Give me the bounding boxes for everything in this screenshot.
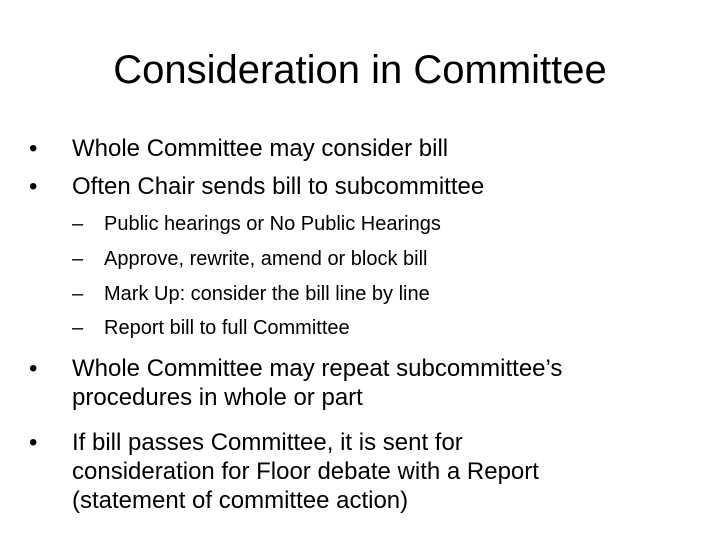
sub-bullet-item: [72, 282, 684, 306]
sub-bullet-text: Approve, rewrite, amend or block bill: [104, 248, 428, 270]
dash-marker: –: [72, 213, 84, 235]
bullet-item: [29, 428, 692, 515]
slide-title: Consideration in Committee: [113, 48, 607, 92]
bullet-marker: •: [29, 355, 38, 382]
bullet-text-line: procedures in whole or part: [72, 384, 363, 411]
sub-bullet-item: [72, 247, 684, 271]
bullet-text-line: consideration for Floor debate with a Report: [72, 458, 539, 485]
dash-marker: –: [72, 248, 84, 270]
bullet-marker: •: [29, 135, 38, 162]
bullet-text: Whole Committee may consider bill: [72, 135, 449, 162]
bullet-text-line: Whole Committee may repeat subcommittee’s: [72, 355, 563, 382]
bullet-item: [29, 134, 692, 163]
sub-bullet-text: Public hearings or No Public Hearings: [104, 213, 441, 235]
dash-marker: –: [72, 283, 84, 305]
bullet-text-line: (statement of committee action): [72, 487, 409, 514]
bullet-marker: •: [29, 173, 38, 200]
bullet-text: Often Chair sends bill to subcommittee: [72, 173, 485, 200]
bullet-item: [29, 354, 692, 412]
bullet-item: [29, 172, 692, 201]
sub-bullet-item: [72, 316, 684, 340]
sub-bullet-text: Report bill to full Committee: [104, 317, 350, 339]
dash-marker: –: [72, 317, 84, 339]
sub-bullet-text: Mark Up: consider the bill line by line: [104, 283, 430, 305]
bullet-marker: •: [29, 429, 38, 456]
sub-bullet-item: [72, 212, 684, 236]
bullet-text-line: If bill passes Committee, it is sent for: [72, 429, 463, 456]
